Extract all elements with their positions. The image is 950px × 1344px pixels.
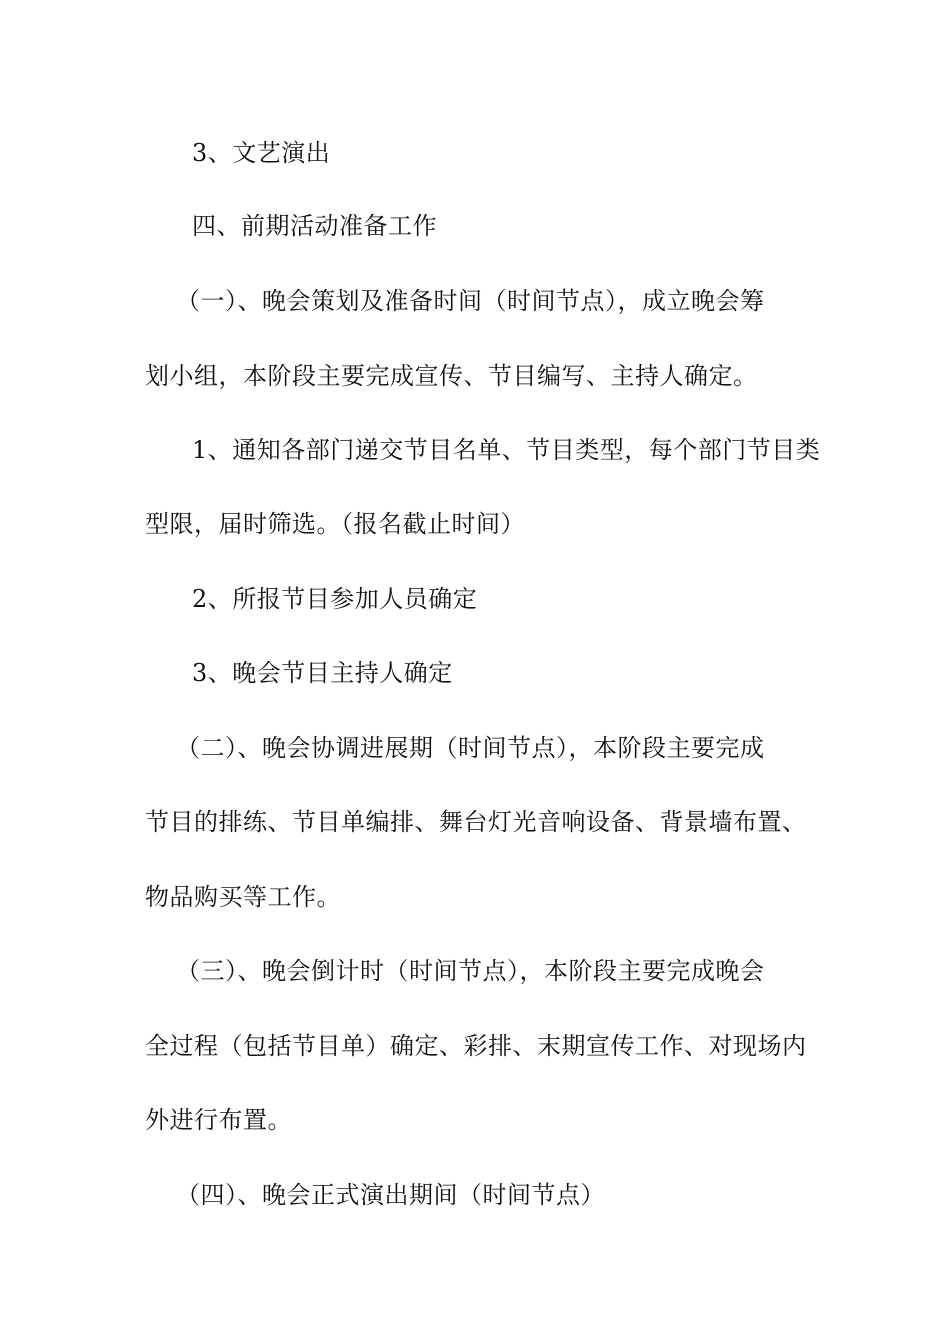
text-line: 划小组，本阶段主要完成宣传、节目编写、主持人确定。 bbox=[145, 362, 758, 390]
text-line: 全过程（包括节目单）确定、彩排、末期宣传工作、对现场内 bbox=[145, 1032, 807, 1060]
text-line: 3、晚会节目主持人确定 bbox=[192, 659, 453, 687]
text-line: （一）、晚会策划及准备时间（时间节点），成立晚会筹 bbox=[176, 287, 765, 315]
text-line: 外进行布置。 bbox=[145, 1106, 292, 1134]
text-line: 1、通知各部门递交节目名单、节目类型，每个部门节目类 bbox=[192, 436, 821, 464]
text-line: 物品购买等工作。 bbox=[145, 883, 341, 911]
text-line: （四）、晚会正式演出期间（时间节点） bbox=[176, 1181, 605, 1209]
text-line: 3、文艺演出 bbox=[192, 139, 331, 167]
section-heading: 四、前期活动准备工作 bbox=[192, 212, 437, 240]
text-line: 节目的排练、节目单编排、舞台灯光音响设备、背景墙布置、 bbox=[145, 808, 807, 836]
text-line: 型限，届时筛选。（报名截止时间） bbox=[145, 510, 525, 538]
text-line: （二）、晚会协调进展期（时间节点），本阶段主要完成 bbox=[176, 734, 765, 762]
text-line: （三）、晚会倒计时（时间节点），本阶段主要完成晚会 bbox=[176, 957, 765, 985]
text-line: 2、所报节目参加人员确定 bbox=[192, 585, 478, 613]
